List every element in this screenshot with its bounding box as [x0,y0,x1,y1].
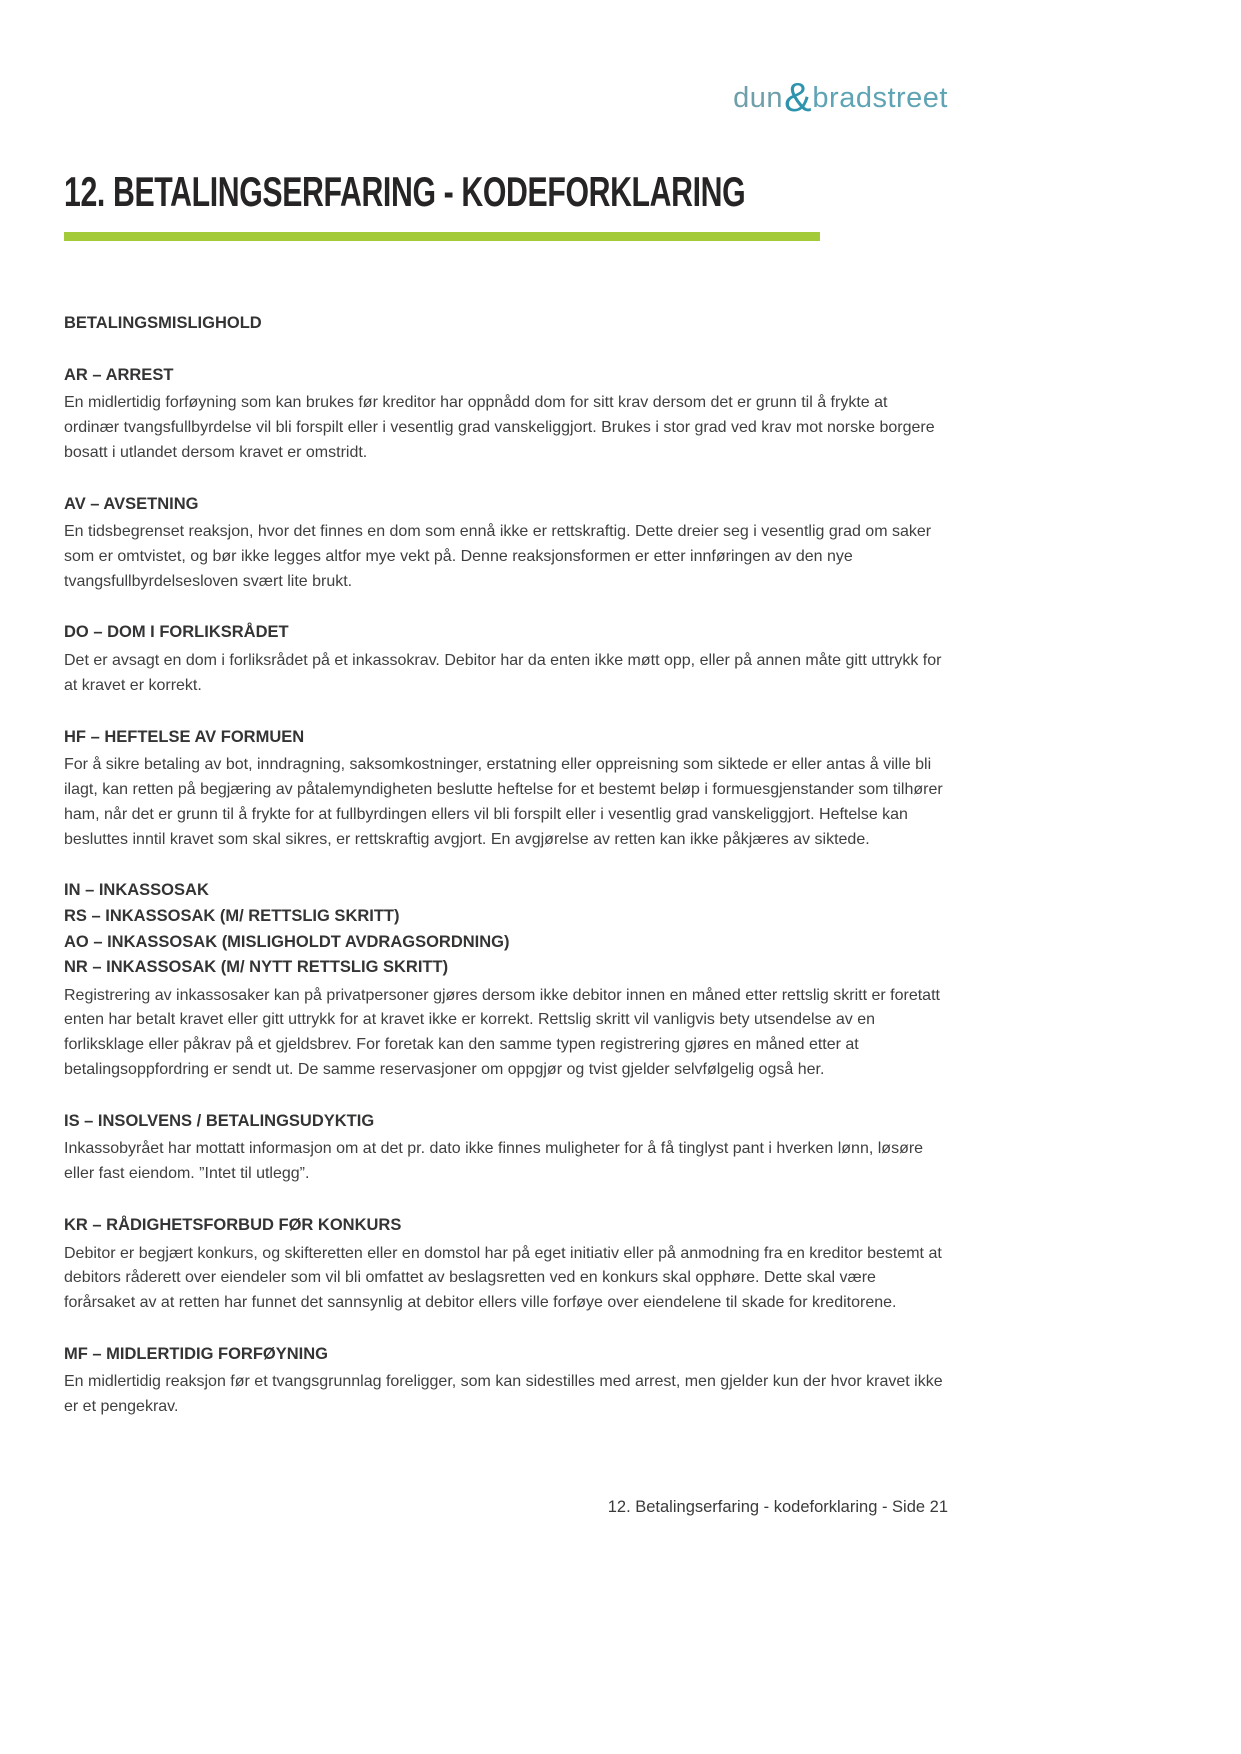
section-ar-arrest [64,363,944,466]
section-hf-heftelse-av-formuen [64,725,944,853]
section-heading: AV – AVSETNING [64,494,199,513]
section-betalingsmislighold [64,311,944,337]
section-heading: MF – MIDLERTIDIG FORFØYNING [64,1344,328,1363]
section-kr-radighetsforbud [64,1213,944,1316]
section-heading: HF – HEFTELSE AV FORMUEN [64,727,305,746]
code-sections [64,311,944,1420]
section-do-dom-i-forliksradet [64,620,944,698]
section-heading: AO – INKASSOSAK (MISLIGHOLDT AVDRAGSORDNING) [64,932,510,951]
green-divider [64,232,820,241]
section-inkassosak-gruppe [64,878,944,1082]
page-footer: 12. Betalingserfaring - kodeforklaring - Side 21 [607,1498,948,1516]
section-av-avsetning [64,492,944,595]
section-body: En midlertidig forføyning som kan brukes før kreditor har oppnådd dom for sitt krav dersom det er grunn til å frykte at ordinær tvangsfullbyrdelse vil bli forspilt eller i vesentlig grad vanskeliggjort. Brukes i stor grad ved krav mot norske borgere bosatt i utlandet dersom kravet er omstridt. [64,394,935,461]
section-body: Inkassobyrået har mottatt informasjon om at det pr. dato ikke finnes muligheter for å få tinglyst pant i hverken lønn, løsøre eller fast eiendom. ”Intet til utlegg”. [64,1140,924,1183]
section-body: En midlertidig reaksjon før et tvangsgrunnlag foreligger, som kan sidestilles med arrest, men gjelder kun der hvor kravet ikke er et pengekrav. [64,1373,943,1416]
section-body: En tidsbegrenset reaksjon, hvor det finnes en dom som ennå ikke er rettskraftig. Dette dreier seg i vesentlig grad om saker som er omtvistet, og bør ikke legges altfor mye vekt på. Denne reaksjonsformen er etter innføringen av den nye tvangsfullbyrdelsesloven svært lite brukt. [64,523,932,590]
section-heading: KR – RÅDIGHETSFORBUD FØR KONKURS [64,1215,402,1234]
section-heading: IS – INSOLVENS / BETALINGSUDYKTIG [64,1111,375,1130]
document-content [64,168,944,1446]
section-body: Debitor er begjært konkurs, og skifteretten eller en domstol har på eget initiativ eller på anmodning fra en kreditor bestemt at debitors råderett over eiendeler som vil bli omfattet av beslagsretten ved en konkurs skal opphøre. Dette skal være forårsaket av at retten har funnet det sannsynlig at debitor ellers ville forføye over eiendelene til skade for kreditorene. [64,1244,942,1312]
section-body: Registrering av inkassosaker kan på privatpersoner gjøres dersom ikke debitor innen en måned etter rettslig skritt er foretatt enten har betalt kravet eller gitt uttrykk for at kravet ikke er korrekt. Rettslig skritt vil vanligvis bety utsendelse av en forliksklage eller påkrav på et gjeldsbrev. For foretak kan den samme typen registrering gjøres en måned etter at betalingsoppfordring er sendt ut. De samme reservasjoner om oppgjør og tvist gjelder selvfølgelig også her. [64,986,940,1079]
page-title: 12. BETALINGSERFARING - KODEFORKLARING [64,168,746,215]
logo-text-bradstreet: bradstreet [812,82,948,114]
section-heading: NR – INKASSOSAK (M/ NYTT RETTSLIG SKRITT) [64,958,449,977]
dun-bradstreet-logo [64,70,948,120]
section-body: For å sikre betaling av bot, inndragning, saksomkostninger, erstatning eller oppreisning som siktede er eller antas å ville bli ilagt, kan retten på begjæring av påtalemyndigheten beslutte heftelse for et bestemt beløp i formuesgjenstander som tilhører ham, når det er grunn til å frykte for at fullbyrdingen ellers vil bli forspilt eller i vesentlig grad vanskeliggjort. Heftelse kan besluttes inntil kravet som skal sikres, er rettskraftig avgjort. En avgjørelse av retten kan ikke påkjæres av siktede. [64,756,943,848]
section-heading: BETALINGSMISLIGHOLD [64,314,262,332]
logo-text-dun: dun [733,82,784,114]
section-heading: AR – ARREST [64,365,174,384]
logo-ampersand-icon: & [784,74,812,120]
section-mf-midlertidig-forfoyning [64,1342,944,1420]
section-heading: IN – INKASSOSAK [64,881,209,900]
section-body: Det er avsagt en dom i forliksrådet på et inkassokrav. Debitor har da enten ikke møtt opp, eller på annen måte gitt uttrykk for at kravet er korrekt. [64,652,942,694]
section-is-insolvens [64,1109,944,1187]
section-heading: DO – DOM I FORLIKSRÅDET [64,623,289,642]
section-heading: RS – INKASSOSAK (M/ RETTSLIG SKRITT) [64,906,400,925]
